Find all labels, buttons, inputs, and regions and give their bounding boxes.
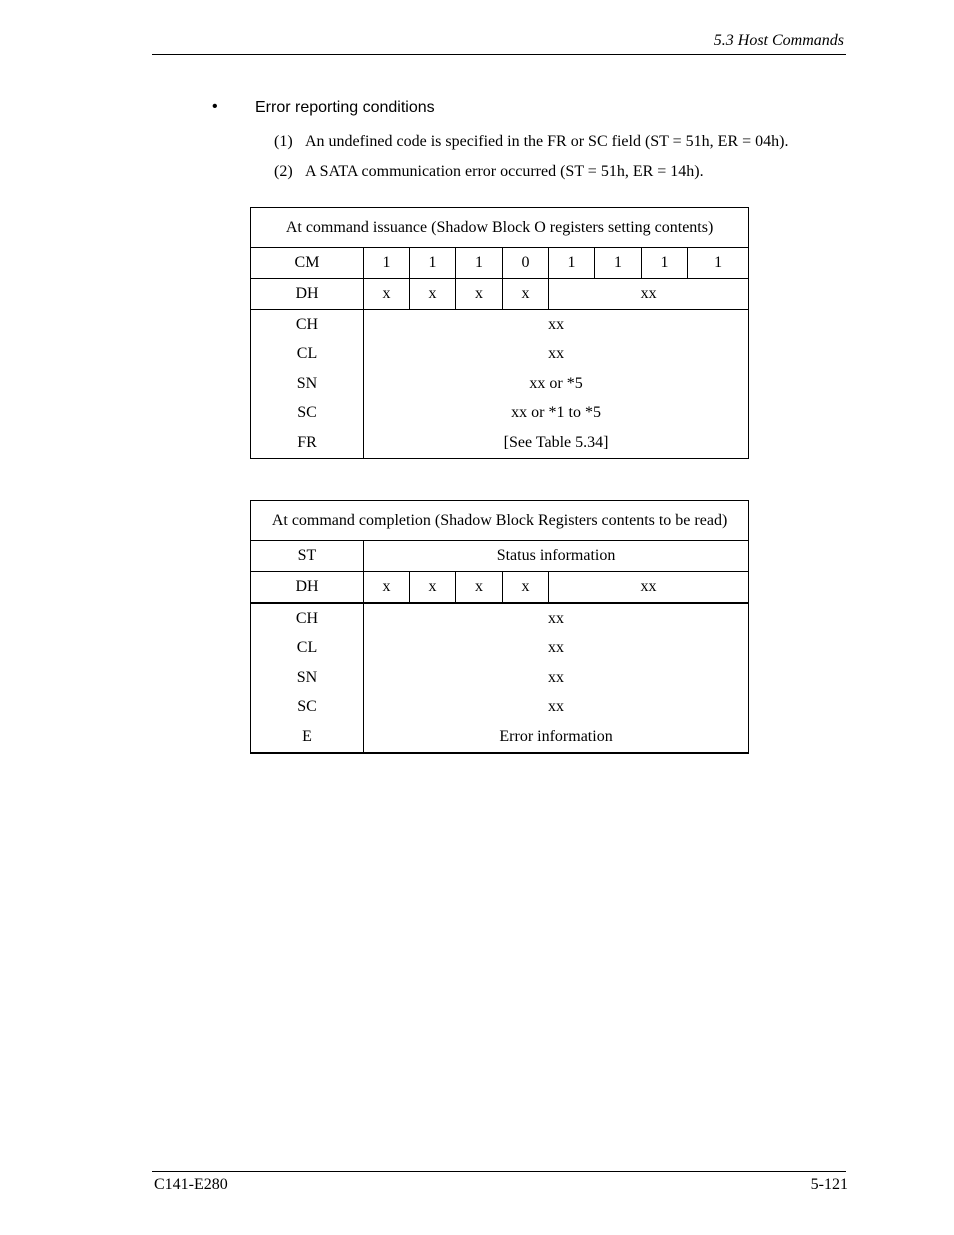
condition-text: A SATA communication error occurred (ST = 51h, ER = 14h). <box>305 163 704 180</box>
register-value: xx <box>364 603 749 634</box>
register-value: [See Table 5.34] <box>364 428 749 458</box>
issuance-register-table <box>250 207 749 459</box>
register-label: DH <box>251 572 364 604</box>
condition-item <box>274 163 704 181</box>
register-label: CM <box>251 248 364 279</box>
bit-cell: x <box>503 279 549 310</box>
bit-cell: 1 <box>549 248 595 279</box>
condition-number: (2) <box>274 163 293 180</box>
register-label: CH <box>251 310 364 340</box>
register-value: Error information <box>364 722 749 753</box>
condition-number: (1) <box>274 133 293 150</box>
register-label: ST <box>251 541 364 572</box>
dh-rest-cell: xx <box>549 572 749 604</box>
table-title: At command completion (Shadow Block Registers contents to be read) <box>251 501 749 541</box>
register-label: CL <box>251 634 364 664</box>
bullet-heading: Error reporting conditions <box>255 99 435 116</box>
register-value: xx or *5 <box>364 369 749 399</box>
bit-cell: 1 <box>595 248 642 279</box>
completion-register-table <box>250 500 749 754</box>
bit-cell: 1 <box>456 248 503 279</box>
bit-cell: 1 <box>642 248 688 279</box>
register-label: DH <box>251 279 364 310</box>
register-label: E <box>251 722 364 753</box>
register-value: Status information <box>364 541 749 572</box>
bit-cell: x <box>456 572 503 604</box>
table-title: At command issuance (Shadow Block O registers setting contents) <box>251 208 749 248</box>
register-label: CH <box>251 603 364 634</box>
bit-cell: 1 <box>688 248 749 279</box>
running-header: 5.3 Host Commands <box>713 32 844 49</box>
register-value: xx <box>364 340 749 370</box>
footer-rule <box>152 1171 846 1172</box>
page-number: 5-121 <box>810 1176 848 1193</box>
bit-cell: 0 <box>503 248 549 279</box>
header-rule <box>152 54 846 55</box>
dh-rest-cell: xx <box>549 279 749 310</box>
bullet-icon: • <box>212 98 218 115</box>
register-label: SN <box>251 663 364 693</box>
bit-cell: x <box>364 279 410 310</box>
bit-cell: x <box>410 279 456 310</box>
register-value: xx or *1 to *5 <box>364 399 749 429</box>
register-label: SC <box>251 399 364 429</box>
bit-cell: x <box>503 572 549 604</box>
register-value: xx <box>364 693 749 723</box>
bit-cell: x <box>456 279 503 310</box>
bit-cell: x <box>364 572 410 604</box>
register-label: SC <box>251 693 364 723</box>
document-id: C141-E280 <box>154 1176 228 1193</box>
register-value: xx <box>364 310 749 340</box>
register-label: FR <box>251 428 364 458</box>
bit-cell: x <box>410 572 456 604</box>
register-value: xx <box>364 663 749 693</box>
register-value: xx <box>364 634 749 664</box>
register-label: SN <box>251 369 364 399</box>
condition-text: An undefined code is specified in the FR or SC field (ST = 51h, ER = 04h). <box>305 133 789 150</box>
bit-cell: 1 <box>364 248 410 279</box>
bit-cell: 1 <box>410 248 456 279</box>
register-label: CL <box>251 340 364 370</box>
condition-item <box>274 133 788 151</box>
